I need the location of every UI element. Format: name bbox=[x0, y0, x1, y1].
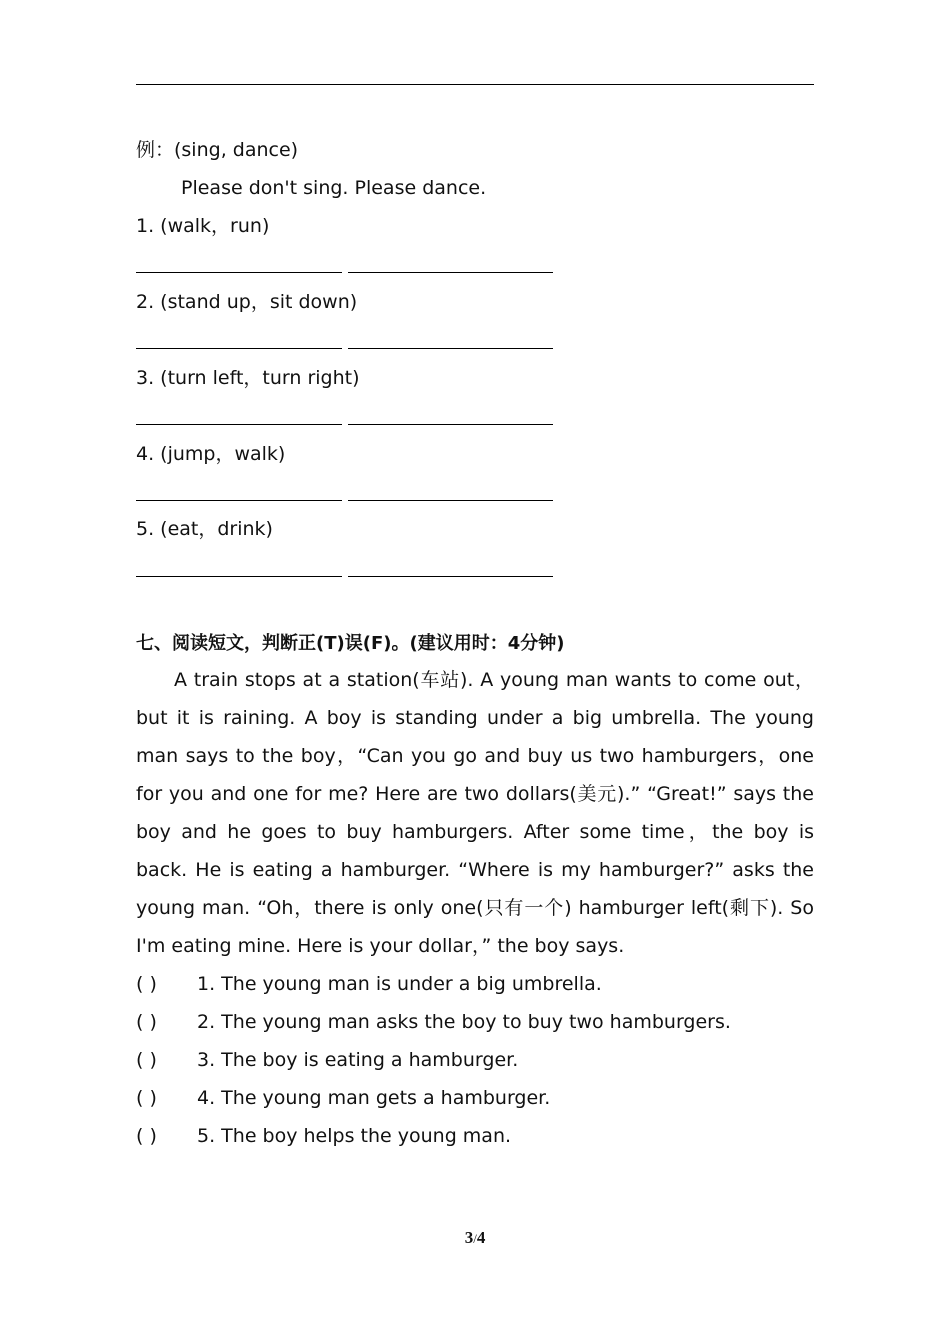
answer-paren[interactable]: ( ) bbox=[136, 973, 157, 995]
answer-paren[interactable]: ( ) bbox=[136, 1125, 157, 1147]
answer-blank-4b[interactable] bbox=[348, 500, 553, 501]
top-rule bbox=[136, 84, 814, 85]
prompt-1: 1. (walk，run) bbox=[136, 215, 270, 237]
answer-paren[interactable]: ( ) bbox=[136, 1087, 157, 1109]
question-row bbox=[136, 1048, 518, 1072]
answer-blank-3b[interactable] bbox=[348, 424, 553, 425]
page-current: 3 bbox=[464, 1228, 474, 1247]
question-text: 3. The boy is eating a hamburger. bbox=[197, 1049, 519, 1071]
answer-blank-4a[interactable] bbox=[136, 500, 342, 501]
prompt-2: 2. (stand up，sit down) bbox=[136, 291, 358, 313]
question-text: 1. The young man is under a big umbrella. bbox=[197, 973, 602, 995]
answer-blank-5a[interactable] bbox=[136, 576, 342, 577]
answer-paren[interactable]: ( ) bbox=[136, 1011, 157, 1033]
prompt-4: 4. (jump，walk) bbox=[136, 443, 286, 465]
example-label: 例：(sing, dance) bbox=[136, 139, 299, 161]
answer-blank-1a[interactable] bbox=[136, 272, 342, 273]
page-total: 4 bbox=[476, 1228, 486, 1247]
question-text: 4. The young man gets a hamburger. bbox=[197, 1087, 551, 1109]
question-row bbox=[136, 1124, 511, 1148]
section-heading: 七、阅读短文，判断正(T)误(F)。(建议用时：4分钟) bbox=[136, 633, 565, 654]
answer-blank-2b[interactable] bbox=[348, 348, 553, 349]
question-text: 2. The young man asks the boy to buy two hamburgers. bbox=[197, 1011, 731, 1033]
question-row bbox=[136, 1086, 550, 1110]
question-text: 5. The boy helps the young man. bbox=[197, 1125, 512, 1147]
answer-blank-2a[interactable] bbox=[136, 348, 342, 349]
page-separator: / bbox=[473, 1231, 477, 1246]
prompt-5: 5. (eat，drink) bbox=[136, 518, 273, 540]
example-answer: Please don't sing. Please dance. bbox=[181, 177, 487, 199]
answer-blank-5b[interactable] bbox=[348, 576, 553, 577]
reading-passage: A train stops at a station(车站). A young man wants to come out，but it is raining. A boy is standing under a big umbrella. The young man says to the boy，“Can you go and buy us two hamburgers，one for you and one for me? Here are two dollars(美元).” “Great!” says the boy and he goes to buy hamburgers. After some time，the boy is back. He is eating a hamburger. “Where is my hamburger?” asks the young man. “Oh，there is only one(只有一个) hamburger left(剩下). So I'm eating mine. Here is your dollar，” the boy says. bbox=[136, 669, 814, 957]
page-number bbox=[0, 1228, 950, 1248]
prompt-3: 3. (turn left，turn right) bbox=[136, 367, 360, 389]
question-row bbox=[136, 972, 602, 996]
answer-blank-3a[interactable] bbox=[136, 424, 342, 425]
question-row bbox=[136, 1010, 731, 1034]
answer-blank-1b[interactable] bbox=[348, 272, 553, 273]
answer-paren[interactable]: ( ) bbox=[136, 1049, 157, 1071]
